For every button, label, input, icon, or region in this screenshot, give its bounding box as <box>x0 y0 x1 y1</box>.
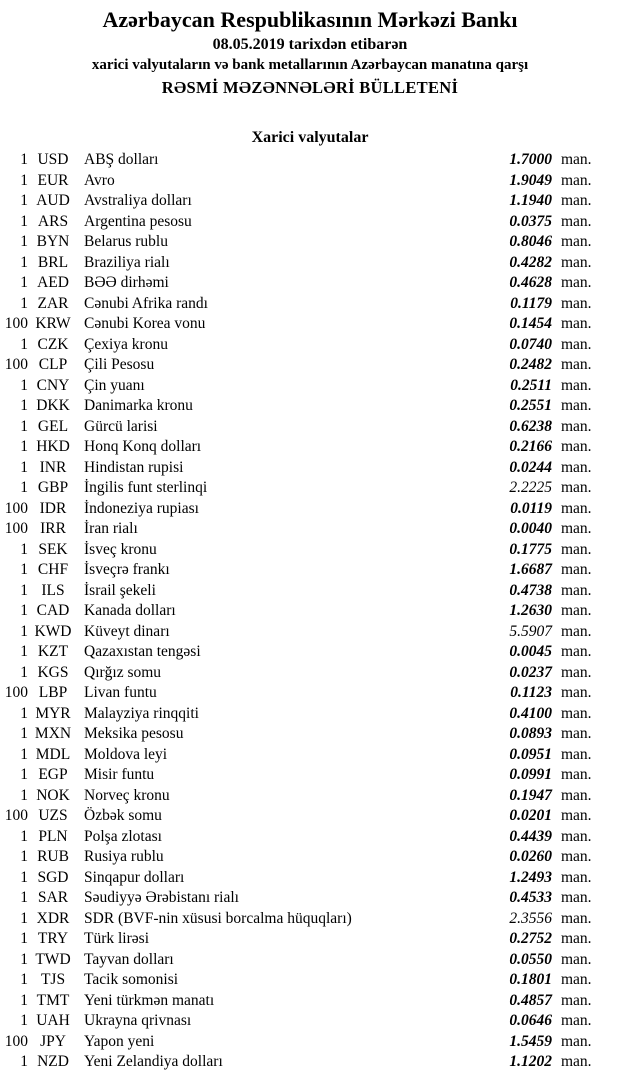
currency-code: ZAR <box>37 294 69 312</box>
rate-value: 0.0646 <box>509 1012 552 1029</box>
table-row <box>0 273 612 294</box>
rate-value: 1.2630 <box>509 602 552 619</box>
currency-code: DKK <box>36 397 70 414</box>
table-row <box>0 376 612 397</box>
row-quantity: 1 <box>20 274 28 291</box>
row-quantity: 100 <box>4 499 28 517</box>
row-quantity: 1 <box>20 950 28 968</box>
row-quantity: 1 <box>20 376 28 394</box>
rate-unit: man. <box>561 417 592 435</box>
currency-name: Səudiyyə Ərəbistanı rialı <box>84 889 239 906</box>
table-row <box>0 765 612 786</box>
currency-name: Çexiya kronu <box>84 335 168 353</box>
currency-code: LBP <box>38 684 68 701</box>
currency-code: IDR <box>39 499 67 517</box>
rate-unit: man. <box>561 807 592 824</box>
rate-value: 0.2551 <box>509 397 552 414</box>
rate-unit: man. <box>561 212 592 230</box>
currency-name: Cənubi Korea vonu <box>84 315 206 332</box>
rate-value: 2.3556 <box>509 909 552 927</box>
currency-name: Polşa zlotası <box>84 827 162 845</box>
row-quantity: 1 <box>20 479 28 496</box>
rate-unit: man. <box>561 315 592 332</box>
rate-value: 1.6687 <box>509 561 552 578</box>
currency-name: Qazaxıstan tengəsi <box>84 643 201 660</box>
rate-unit: man. <box>561 151 592 168</box>
row-quantity: 1 <box>20 458 28 476</box>
table-row <box>0 478 612 499</box>
table-row <box>0 232 612 253</box>
currency-code: PLN <box>38 827 68 845</box>
row-quantity: 1 <box>20 561 28 578</box>
currency-name: Avstraliya dolları <box>84 192 192 209</box>
rate-unit: man. <box>561 356 592 373</box>
row-quantity: 1 <box>20 294 28 312</box>
row-quantity: 1 <box>20 766 28 783</box>
currency-name: Qırğız somu <box>84 663 162 681</box>
table-row <box>0 519 612 540</box>
row-quantity: 1 <box>20 397 28 414</box>
rate-value: 0.0260 <box>509 848 552 865</box>
currency-name: BƏƏ dirhəmi <box>84 274 169 291</box>
currency-name: Yeni Zelandiya dolları <box>84 1053 223 1070</box>
currency-name: Özbək somu <box>84 807 162 824</box>
table-row <box>0 437 612 458</box>
currency-code: EUR <box>37 171 69 189</box>
table-row <box>0 540 612 561</box>
table-row <box>0 909 612 930</box>
rate-value: 0.4100 <box>509 704 552 722</box>
currency-code: BYN <box>36 233 70 250</box>
currency-name: Cənubi Afrika randı <box>84 294 208 312</box>
table-row <box>0 1052 612 1073</box>
currency-code: SEK <box>38 540 68 558</box>
table-row <box>0 704 612 725</box>
table-row <box>0 601 612 622</box>
row-quantity: 1 <box>20 622 28 640</box>
row-quantity: 1 <box>20 581 28 599</box>
row-quantity: 1 <box>20 233 28 250</box>
currency-code: UZS <box>38 807 68 824</box>
rate-unit: man. <box>561 561 592 578</box>
bulletin-title: RƏSMİ MƏZƏNNƏLƏRİ BÜLLETENİ <box>161 78 459 97</box>
rates-table <box>0 150 620 1073</box>
rate-unit: man. <box>561 971 592 988</box>
rate-unit: man. <box>561 479 592 496</box>
row-quantity: 100 <box>4 520 28 537</box>
currency-code: USD <box>37 151 69 168</box>
row-quantity: 100 <box>4 1032 28 1050</box>
table-row <box>0 950 612 971</box>
table-row <box>0 683 612 704</box>
rate-value: 0.2752 <box>509 930 552 947</box>
bank-title: Azərbaycan Respublikasının Mərkəzi Bankı <box>102 7 518 32</box>
currency-name: Moldova leyi <box>84 745 168 763</box>
rate-unit: man. <box>561 889 592 906</box>
rate-value: 0.4533 <box>509 889 552 906</box>
row-quantity: 1 <box>20 1053 28 1070</box>
rate-value: 0.0375 <box>509 212 552 230</box>
table-row <box>0 827 612 848</box>
subject-line: xarici valyutaların və bank metallarının Azərbaycan manatına qarşı <box>91 57 529 73</box>
currency-name: Çin yuanı <box>84 376 145 394</box>
currency-name: Braziliya rialı <box>84 253 170 271</box>
rate-unit: man. <box>561 766 592 783</box>
currency-code: HKD <box>36 438 70 455</box>
currency-code: MXN <box>34 725 72 742</box>
rate-value: 0.1179 <box>510 294 552 312</box>
rate-value: 2.2225 <box>509 479 552 496</box>
currency-code: GBP <box>37 479 69 496</box>
row-quantity: 1 <box>20 745 28 763</box>
row-quantity: 1 <box>20 212 28 230</box>
table-row <box>0 888 612 909</box>
currency-name: İsveç kronu <box>84 540 157 558</box>
currency-name: Norveç kronu <box>84 786 170 804</box>
rate-value: 0.0201 <box>509 807 552 824</box>
rate-value: 1.2493 <box>509 868 552 886</box>
rate-unit: man. <box>561 704 592 722</box>
row-quantity: 100 <box>4 356 28 373</box>
row-quantity: 1 <box>20 192 28 209</box>
currency-code: XDR <box>36 909 70 927</box>
rate-unit: man. <box>561 520 592 537</box>
rate-unit: man. <box>561 950 592 968</box>
currency-code: KGS <box>37 663 69 681</box>
table-row <box>0 1011 612 1032</box>
table-row <box>0 1032 612 1053</box>
table-row <box>0 868 612 889</box>
currency-code: INR <box>39 458 67 476</box>
row-quantity: 1 <box>20 991 28 1009</box>
rate-value: 1.9049 <box>509 171 552 189</box>
table-row <box>0 560 612 581</box>
currency-name: Gürcü larisi <box>84 417 158 435</box>
currency-code: KZT <box>37 643 69 660</box>
rate-unit: man. <box>561 1012 592 1029</box>
currency-name: Yapon yeni <box>84 1032 155 1050</box>
table-row <box>0 622 612 643</box>
table-row <box>0 355 612 376</box>
currency-name: Rusiya rublu <box>84 848 164 865</box>
currency-name: Tacik somonisi <box>84 971 179 988</box>
rate-value: 0.8046 <box>509 233 552 250</box>
currency-name: SDR (BVF-nin xüsusi borcalma hüquqları) <box>84 909 352 927</box>
rate-unit: man. <box>561 540 592 558</box>
rate-unit: man. <box>561 786 592 804</box>
rate-value: 0.0740 <box>509 335 552 353</box>
currency-name: Argentina pesosu <box>84 212 192 230</box>
currency-name: İndoneziya rupiası <box>84 499 199 517</box>
table-row <box>0 171 612 192</box>
table-row <box>0 212 612 233</box>
row-quantity: 1 <box>20 602 28 619</box>
rate-value: 0.2482 <box>509 356 552 373</box>
currency-code: SGD <box>37 868 69 886</box>
row-quantity: 1 <box>20 151 28 168</box>
currency-code: KRW <box>35 315 71 332</box>
rate-unit: man. <box>561 909 592 927</box>
row-quantity: 1 <box>20 1012 28 1029</box>
currency-name: Kanada dolları <box>84 602 176 619</box>
row-quantity: 1 <box>20 889 28 906</box>
rate-unit: man. <box>561 684 592 701</box>
rate-value: 0.4439 <box>509 827 552 845</box>
currency-code: TWD <box>35 950 71 968</box>
currency-code: CZK <box>37 335 69 353</box>
rate-value: 0.0893 <box>509 725 552 742</box>
table-row <box>0 724 612 745</box>
rate-unit: man. <box>561 848 592 865</box>
table-row <box>0 458 612 479</box>
currency-code: ARS <box>37 212 69 230</box>
rate-value: 0.1947 <box>509 786 552 804</box>
rate-unit: man. <box>561 930 592 947</box>
rate-value: 1.1202 <box>509 1053 552 1070</box>
currency-name: Meksika pesosu <box>84 725 184 742</box>
row-quantity: 100 <box>4 684 28 701</box>
rate-value: 1.7000 <box>509 151 552 168</box>
rate-unit: man. <box>561 991 592 1009</box>
table-row <box>0 253 612 274</box>
currency-code: SAR <box>37 889 69 906</box>
rate-value: 0.0991 <box>509 766 552 783</box>
table-row <box>0 663 612 684</box>
rate-unit: man. <box>561 376 592 394</box>
rate-value: 0.1454 <box>509 315 552 332</box>
rate-value: 0.0550 <box>509 950 552 968</box>
table-row <box>0 806 612 827</box>
table-row <box>0 642 612 663</box>
currency-name: İngilis funt sterlinqi <box>84 479 208 496</box>
row-quantity: 1 <box>20 971 28 988</box>
currency-name: Misir funtu <box>84 766 155 783</box>
effective-date-line: 08.05.2019 tarixdən etibarən <box>212 36 408 53</box>
rate-unit: man. <box>561 581 592 599</box>
table-row <box>0 191 612 212</box>
currency-code: TRY <box>37 930 69 947</box>
row-quantity: 1 <box>20 827 28 845</box>
rate-unit: man. <box>561 868 592 886</box>
row-quantity: 100 <box>4 807 28 824</box>
table-row <box>0 396 612 417</box>
rate-value: 0.2166 <box>509 438 552 455</box>
rate-unit: man. <box>561 192 592 209</box>
row-quantity: 1 <box>20 704 28 722</box>
rate-value: 0.0045 <box>509 643 552 660</box>
rate-unit: man. <box>561 827 592 845</box>
currency-code: EGP <box>38 766 68 783</box>
currency-code: IRR <box>40 520 66 537</box>
rate-unit: man. <box>561 745 592 763</box>
row-quantity: 100 <box>4 315 28 332</box>
rate-value: 0.2511 <box>510 376 552 394</box>
rate-value: 1.1940 <box>509 192 552 209</box>
currency-name: Avro <box>84 171 115 189</box>
currency-code: RUB <box>37 848 69 865</box>
row-quantity: 1 <box>20 643 28 660</box>
currency-code: CNY <box>36 376 70 394</box>
rate-unit: man. <box>561 725 592 742</box>
currency-code: BRL <box>37 253 69 271</box>
currency-name: Danimarka kronu <box>84 397 193 414</box>
row-quantity: 1 <box>20 663 28 681</box>
currency-code: KWD <box>34 622 72 640</box>
row-quantity: 1 <box>20 868 28 886</box>
currency-name: Sinqapur dolları <box>84 868 185 886</box>
table-row <box>0 745 612 766</box>
currency-code: JPY <box>40 1032 66 1050</box>
rate-unit: man. <box>561 397 592 414</box>
currency-name: Yeni türkmən manatı <box>84 991 215 1009</box>
row-quantity: 1 <box>20 417 28 435</box>
table-row <box>0 786 612 807</box>
currency-code: ILS <box>41 581 65 599</box>
rate-value: 0.0244 <box>509 458 552 476</box>
row-quantity: 1 <box>20 335 28 353</box>
rate-value: 0.4738 <box>509 581 552 599</box>
rate-value: 0.4857 <box>509 991 552 1009</box>
rate-value: 0.1123 <box>510 684 552 701</box>
rate-value: 5.5907 <box>509 622 552 640</box>
currency-name: Ukrayna qrivnası <box>84 1012 192 1029</box>
rate-unit: man. <box>561 274 592 291</box>
table-row <box>0 314 612 335</box>
rate-unit: man. <box>561 233 592 250</box>
table-row <box>0 970 612 991</box>
rate-unit: man. <box>561 294 592 312</box>
currency-code: CHF <box>37 561 69 578</box>
row-quantity: 1 <box>20 171 28 189</box>
table-row <box>0 581 612 602</box>
currency-code: AUD <box>36 192 70 209</box>
currency-code: NZD <box>37 1053 69 1070</box>
row-quantity: 1 <box>20 253 28 271</box>
rate-value: 0.4282 <box>509 253 552 271</box>
currency-name: Küveyt dinarı <box>84 622 170 640</box>
rate-unit: man. <box>561 1032 592 1050</box>
table-row <box>0 294 612 315</box>
currency-code: GEL <box>37 417 69 435</box>
table-row <box>0 335 612 356</box>
row-quantity: 1 <box>20 786 28 804</box>
rate-unit: man. <box>561 335 592 353</box>
currency-code: CLP <box>38 356 68 373</box>
currency-name: İsrail şekeli <box>84 581 156 599</box>
currency-code: NOK <box>36 786 70 804</box>
rate-unit: man. <box>561 1053 592 1070</box>
table-row <box>0 991 612 1012</box>
currency-code: AED <box>37 274 69 291</box>
rate-value: 0.1801 <box>509 971 552 988</box>
currency-name: ABŞ dolları <box>84 151 159 168</box>
currency-name: Honq Konq dolları <box>84 438 202 455</box>
rate-value: 0.4628 <box>509 274 552 291</box>
rate-unit: man. <box>561 602 592 619</box>
currency-name: İran rialı <box>84 520 138 537</box>
rate-unit: man. <box>561 438 592 455</box>
rate-unit: man. <box>561 171 592 189</box>
row-quantity: 1 <box>20 909 28 927</box>
currency-code: MYR <box>35 704 71 722</box>
table-row <box>0 150 612 171</box>
rate-unit: man. <box>561 458 592 476</box>
currency-code: CAD <box>36 602 70 619</box>
rate-unit: man. <box>561 499 592 517</box>
rate-value: 0.0237 <box>509 663 552 681</box>
row-quantity: 1 <box>20 540 28 558</box>
currency-name: Belarus rublu <box>84 233 168 250</box>
table-row <box>0 847 612 868</box>
rate-unit: man. <box>561 663 592 681</box>
currency-name: Livan funtu <box>84 684 157 701</box>
rate-value: 0.1775 <box>509 540 552 558</box>
currency-name: Malayziya rinqqiti <box>84 704 199 722</box>
rate-value: 0.0040 <box>509 520 552 537</box>
currency-name: Çili Pesosu <box>84 356 155 373</box>
row-quantity: 1 <box>20 930 28 947</box>
currency-name: Tayvan dolları <box>84 950 174 968</box>
rate-value: 1.5459 <box>509 1032 552 1050</box>
rate-unit: man. <box>561 622 592 640</box>
rate-value: 0.0119 <box>510 499 552 517</box>
rate-unit: man. <box>561 253 592 271</box>
row-quantity: 1 <box>20 848 28 865</box>
table-row <box>0 499 612 520</box>
table-row <box>0 929 612 950</box>
currency-code: TJS <box>40 971 66 988</box>
rate-unit: man. <box>561 643 592 660</box>
rate-value: 0.6238 <box>509 417 552 435</box>
row-quantity: 1 <box>20 438 28 455</box>
currency-name: Hindistan rupisi <box>84 458 184 476</box>
currency-code: UAH <box>36 1012 70 1029</box>
currency-code: MDL <box>35 745 71 763</box>
currency-code: TMT <box>36 991 70 1009</box>
rate-value: 0.0951 <box>509 745 552 763</box>
table-row <box>0 417 612 438</box>
currency-name: İsveçrə frankı <box>84 561 170 578</box>
section-title-foreign-currencies: Xarici valyutalar <box>251 129 369 146</box>
row-quantity: 1 <box>20 725 28 742</box>
currency-name: Türk lirəsi <box>84 930 149 947</box>
